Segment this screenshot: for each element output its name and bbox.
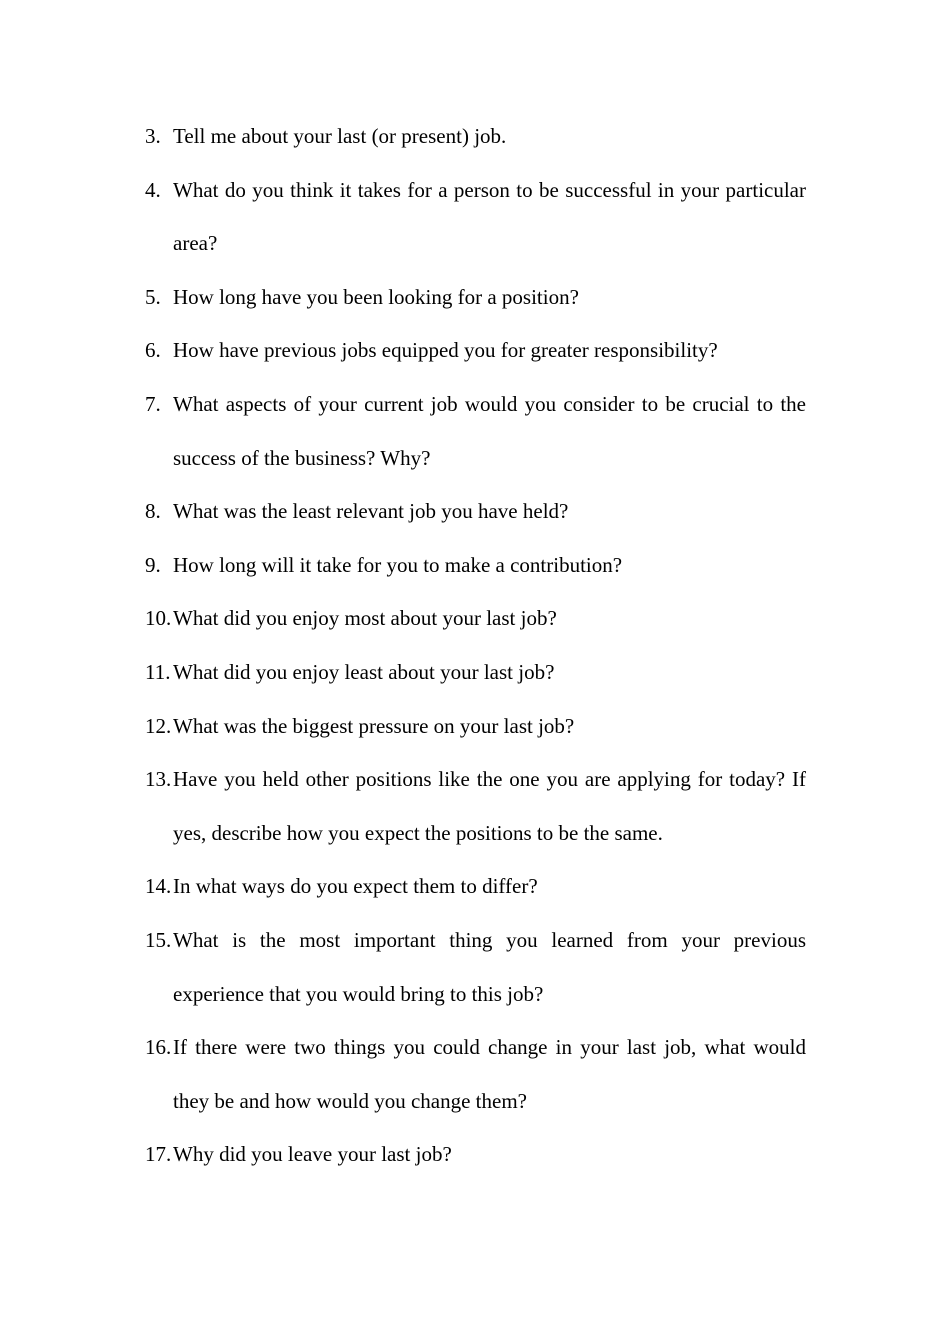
question-number: 15. <box>145 927 172 952</box>
list-item <box>145 324 806 378</box>
question-text: What did you enjoy least about your last job? <box>173 659 555 684</box>
question-number: 8. <box>145 499 161 524</box>
list-item <box>145 914 806 1021</box>
question-number: 11. <box>145 659 171 684</box>
question-text: What was the biggest pressure on your last job? <box>173 713 575 738</box>
question-text: Why did you leave your last job? <box>173 1142 452 1167</box>
question-text: Have you held other positions like the one you are applying for today? If yes, describe how you expect the positions to be the same. <box>173 767 806 845</box>
question-number: 14. <box>145 874 172 899</box>
list-item <box>145 539 806 593</box>
question-text: Tell me about your last (or present) job. <box>173 124 507 148</box>
question-number: 7. <box>145 391 161 416</box>
list-item <box>145 860 806 914</box>
question-number: 10. <box>145 606 172 631</box>
question-text: If there were two things you could change in your last job, what would they be and how would you change them? <box>173 1035 806 1113</box>
list-item <box>145 1128 806 1182</box>
question-text: What is the most important thing you learned from your previous experience that you would bring to this job? <box>173 927 806 1006</box>
question-list <box>145 110 806 1182</box>
list-item <box>145 271 806 325</box>
question-number: 4. <box>145 177 161 202</box>
list-item <box>145 485 806 539</box>
question-number: 12. <box>145 713 172 738</box>
question-text: How long will it take for you to make a contribution? <box>173 552 623 577</box>
list-item <box>145 1021 806 1128</box>
question-text: How have previous jobs equipped you for greater responsibility? <box>173 338 718 363</box>
list-item <box>145 592 806 646</box>
question-number: 17. <box>145 1142 172 1167</box>
question-number: 3. <box>145 124 161 148</box>
question-number: 9. <box>145 552 161 577</box>
question-text: What did you enjoy most about your last job? <box>173 606 557 631</box>
question-text: What aspects of your current job would you consider to be crucial to the success of the business? Why? <box>173 391 806 470</box>
list-item <box>145 378 806 485</box>
list-item <box>145 700 806 754</box>
list-item <box>145 164 806 271</box>
question-number: 6. <box>145 338 161 363</box>
question-text: What was the least relevant job you have held? <box>173 499 569 524</box>
list-item <box>145 646 806 700</box>
question-number: 13. <box>145 767 172 792</box>
list-item <box>145 753 806 860</box>
list-item <box>145 110 806 164</box>
question-text: What do you think it takes for a person to be successful in your particular area? <box>173 177 806 256</box>
question-text: How long have you been looking for a position? <box>173 284 579 309</box>
question-number: 5. <box>145 284 161 309</box>
question-text: In what ways do you expect them to differ? <box>173 874 538 899</box>
question-number: 16. <box>145 1035 172 1060</box>
